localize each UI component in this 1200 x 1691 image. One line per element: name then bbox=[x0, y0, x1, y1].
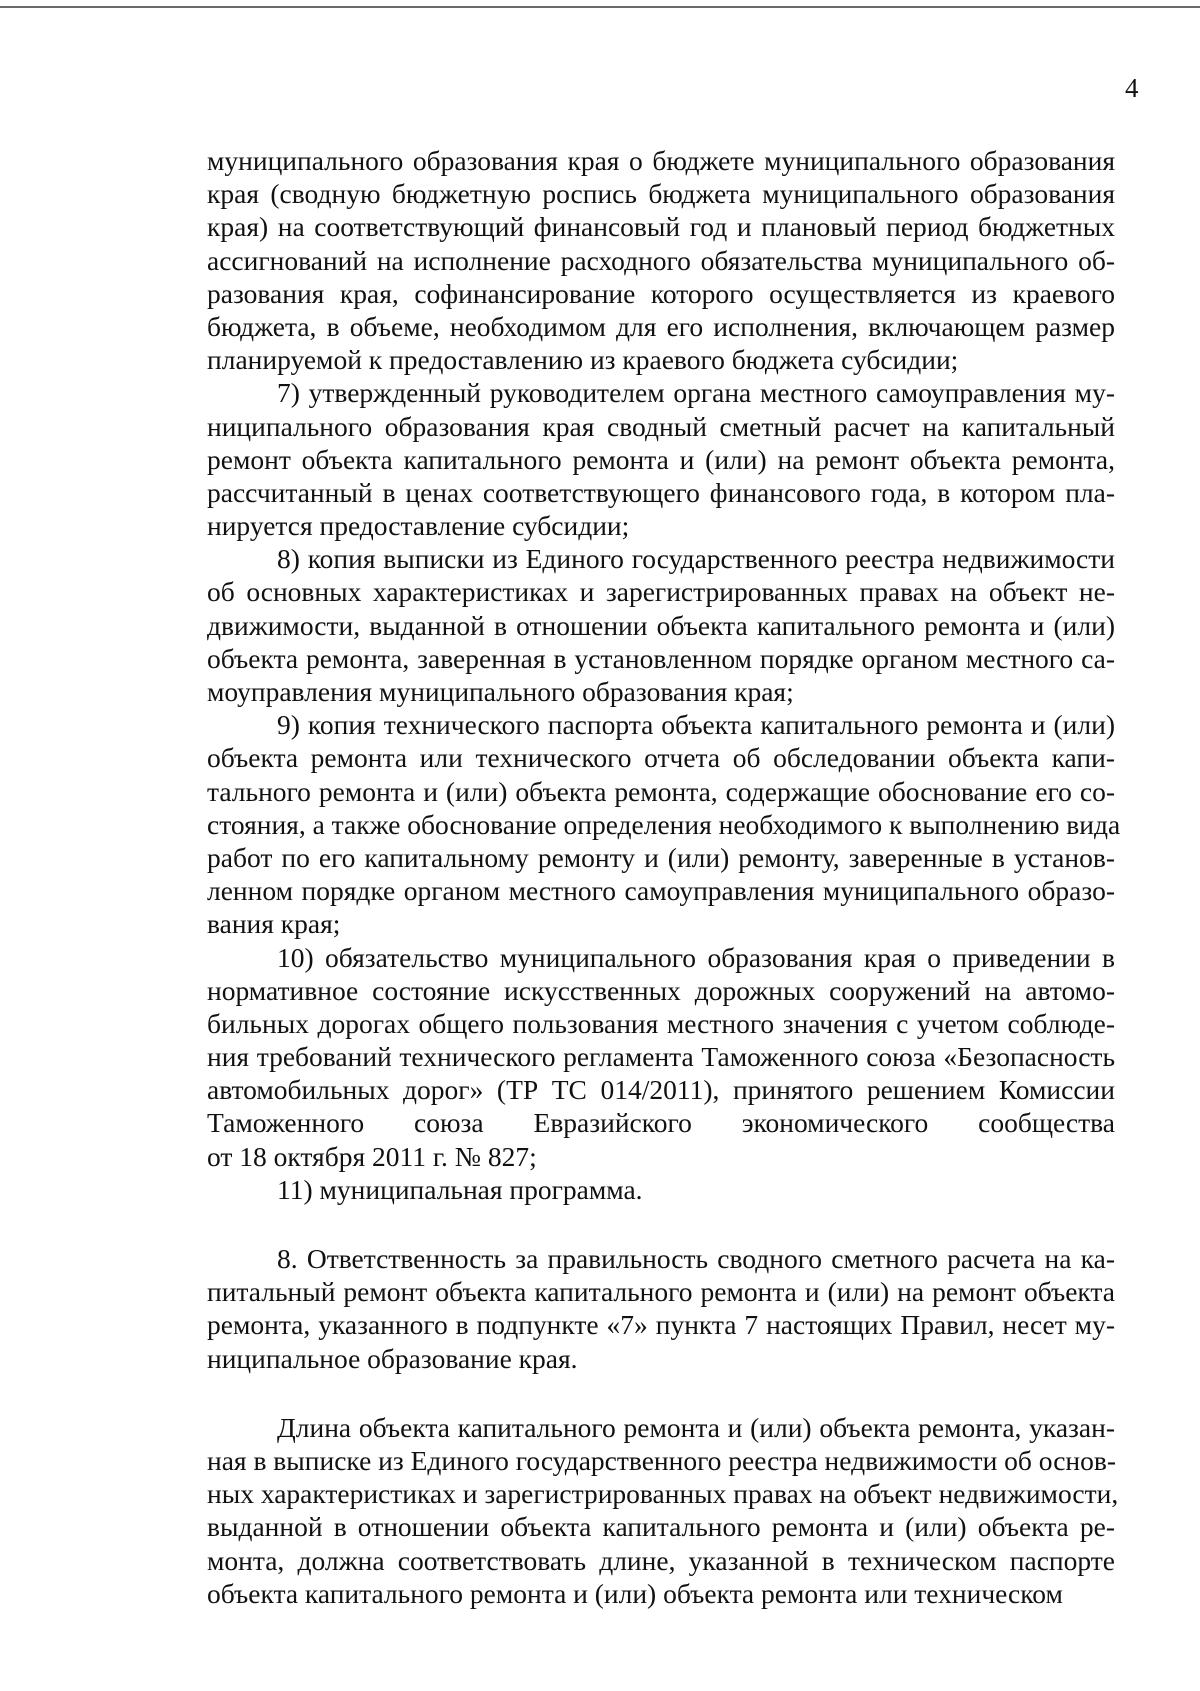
text-line: ниципальное образование края. bbox=[207, 1342, 578, 1374]
text-line: ная в выписке из Единого государственного реестра недвижимости об основ- bbox=[207, 1444, 1117, 1476]
paragraph bbox=[207, 708, 1121, 940]
text-line: ассигнований на исполнение расходного обязательства муниципального об- bbox=[207, 244, 1115, 276]
paragraph-gap bbox=[207, 1206, 1115, 1242]
paragraph bbox=[207, 941, 1115, 1173]
text-line: тального ремонта и (или) объекта ремонта, содержащие обоснование его со- bbox=[207, 775, 1115, 807]
text-line: 8) копия выписки из Единого государственного реестра недвижимости bbox=[277, 543, 1115, 575]
text-line: края (сводную бюджетную роспись бюджета муниципального образования bbox=[207, 178, 1115, 210]
text-line: 9) копия технического паспорта объекта капитального ремонта и (или) bbox=[277, 709, 1115, 741]
text-line: ниципального образования края сводный сметный расчет на капитальный bbox=[207, 410, 1115, 442]
text-line: выданной в отношении объекта капитального ремонта и (или) объекта ре- bbox=[207, 1511, 1115, 1543]
page-number: 4 bbox=[1125, 73, 1139, 103]
document-body bbox=[207, 144, 1121, 1610]
text-line: ремонт объекта капитального ремонта и (или) на ремонт объекта ремонта, bbox=[207, 443, 1115, 475]
text-line: 10) обязательство муниципального образования края о приведении в bbox=[277, 941, 1115, 973]
text-line: ремонта, указанного в подпункте «7» пункта 7 настоящих Правил, несет му- bbox=[207, 1309, 1115, 1341]
text-line: нормативное состояние искусственных дорожных сооружений на автомо- bbox=[207, 974, 1115, 1006]
text-line: разования края, софинансирование которого осуществляется из краевого bbox=[207, 277, 1115, 309]
text-line: 7) утвержденный руководителем органа местного самоуправления му- bbox=[277, 377, 1115, 409]
paragraph bbox=[207, 144, 1115, 376]
text-line: об основных характеристиках и зарегистрированных правах на объект не- bbox=[207, 576, 1115, 608]
text-line: планируемой к предоставлению из краевого бюджета субсидии; bbox=[207, 344, 959, 376]
text-line: муниципального образования края о бюджете муниципального образования bbox=[207, 145, 1115, 176]
text-line: Таможенного союза Евразийского экономического сообщества bbox=[207, 1107, 1115, 1139]
text-line: нируется предоставление субсидии; bbox=[207, 510, 630, 542]
text-line: моуправления муниципального образования края; bbox=[207, 676, 794, 707]
paragraph-gap bbox=[207, 1375, 1115, 1411]
paragraph bbox=[207, 376, 1115, 542]
text-line: работ по его капитальному ремонту и (или) ремонту, заверенные в установ- bbox=[207, 841, 1115, 873]
paragraph bbox=[207, 1173, 1115, 1206]
text-line: монта, должна соответствовать длине, указанной в техническом паспорте bbox=[207, 1544, 1115, 1576]
text-line: стояния, а также обоснование определения необходимого к выполнению вида bbox=[207, 808, 1121, 840]
text-line: бильных дорогах общего пользования местного значения с учетом соблюде- bbox=[207, 1007, 1115, 1039]
text-line: рассчитанный в ценах соответствующего финансового года, в котором пла- bbox=[207, 476, 1115, 508]
text-line: бюджета, в объеме, необходимом для его исполнения, включающем размер bbox=[207, 310, 1115, 342]
paragraph bbox=[207, 1411, 1119, 1610]
text-line: ленном порядке органом местного самоуправления муниципального образо- bbox=[207, 875, 1115, 907]
text-line: ния требований технического регламента Таможенного союза «Безопасность bbox=[207, 1041, 1115, 1073]
text-line: вания края; bbox=[207, 908, 341, 940]
paragraph bbox=[207, 1242, 1115, 1375]
text-line: объекта ремонта или технического отчета об обследовании объекта капи- bbox=[207, 742, 1115, 774]
text-line: Длина объекта капитального ремонта и (или) объекта ремонта, указан- bbox=[277, 1411, 1115, 1443]
text-line: от 18 октября 2011 г. № 827; bbox=[207, 1140, 537, 1172]
text-line: автомобильных дорог» (ТР ТС 014/2011), принятого решением Комиссии bbox=[207, 1074, 1115, 1106]
text-line: движимости, выданной в отношении объекта капитального ремонта и (или) bbox=[207, 609, 1115, 641]
text-line: края) на соответствующий финансовый год и плановый период бюджетных bbox=[207, 211, 1115, 243]
text-line: 8. Ответственность за правильность сводного сметного расчета на ка- bbox=[277, 1243, 1115, 1274]
text-line: ных характеристиках и зарегистрированных правах на объект недвижимости, bbox=[207, 1478, 1119, 1510]
paragraph bbox=[207, 542, 1115, 708]
text-line: объекта капитального ремонта и (или) объекта ремонта или техническом bbox=[207, 1577, 1063, 1609]
text-line: 11) муниципальная программа. bbox=[277, 1173, 643, 1205]
text-line: питальный ремонт объекта капитального ремонта и (или) на ремонт объекта bbox=[207, 1276, 1115, 1308]
text-line: объекта ремонта, заверенная в установленном порядке органом местного са- bbox=[207, 642, 1115, 674]
top-rule bbox=[0, 6, 1200, 8]
